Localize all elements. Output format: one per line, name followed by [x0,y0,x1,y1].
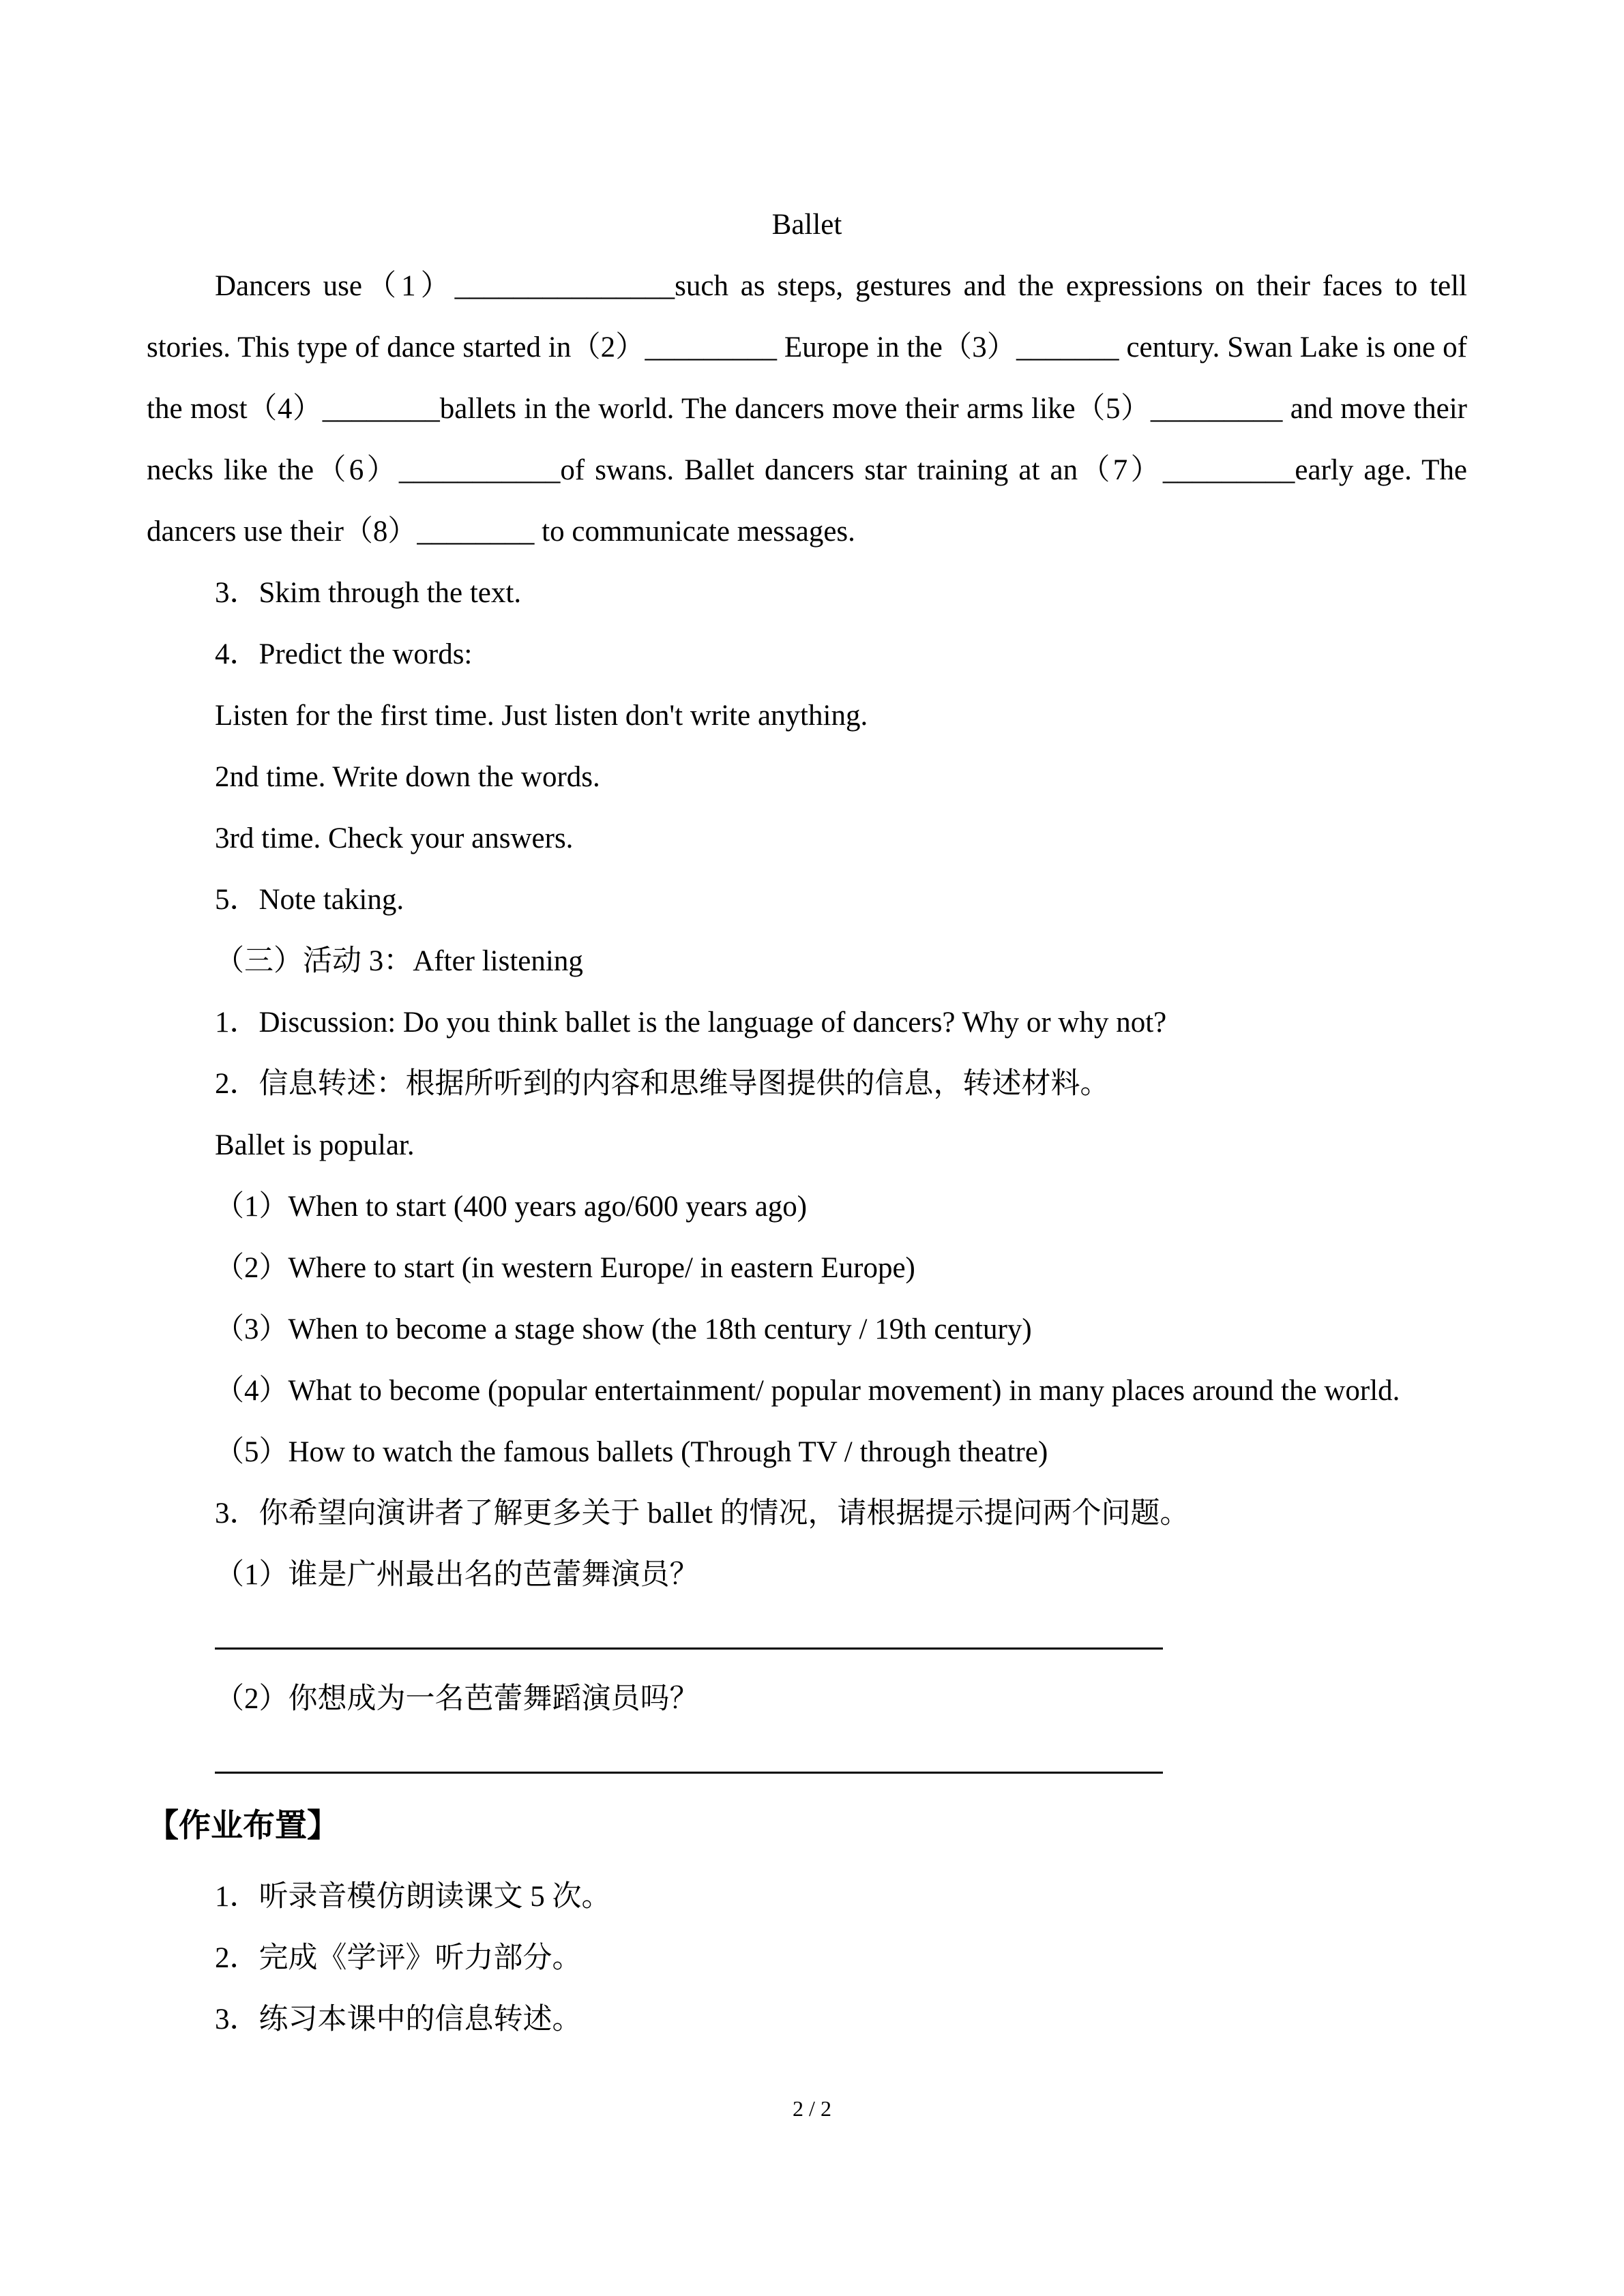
page-number: 2 / 2 [793,2096,831,2121]
list-line-retell: 2．信息转述：根据所听到的内容和思维导图提供的信息，转述材料。 [215,1068,1110,1100]
list-line-stage-show: （3）When to become a stage show (the 18th century / 19th century) [215,1313,1032,1345]
fill-in-paragraph: Dancers use（1）_______________such as steps, gestures and the expressions on their faces to tell stories. This type of dance started in（2）_________ Europe in the（3）_______ century. Swan Lake is one of the most（4）________ballets in the world. The dancers move their arms like（5）_________ and move their necks like the（6）___________of swans. Ballet dancers star training at an（7）_________early age. The dancers use their（8）________ to communicate messages. [147,270,1467,548]
list-line-ask-questions: 3．你希望向演讲者了解更多关于 ballet 的情况，请根据提示提问两个问题。 [215,1497,1190,1530]
answer-blank-line-2 [215,1730,1163,1774]
list-line-what-to-become: （4）What to become (popular entertainment/ popular movement) in many places around the world. [215,1375,1400,1407]
list-line-skim: 3．Skim through the text. [215,577,522,609]
list-line-ballet-popular: Ballet is popular. [215,1129,415,1161]
page-title: Ballet [771,209,842,241]
homework-item-3: 3．练习本课中的信息转述。 [215,2003,582,2036]
list-line-where-to-start: （2）Where to start (in western Europe/ in eastern Europe) [215,1252,915,1284]
list-line-discussion: 1．Discussion: Do you think ballet is the language of dancers? Why or why not? [215,1007,1167,1039]
answer-blank-line-1 [215,1606,1163,1650]
homework-heading: 【作业布置】 [147,1807,339,1843]
list-line-listen-first: Listen for the first time. Just listen don't write anything. [215,700,868,732]
homework-item-1: 1．听录音模仿朗读课文 5 次。 [215,1881,611,1913]
list-line-third-time: 3rd time. Check your answers. [215,822,574,854]
list-line-how-to-watch: （5）How to watch the famous ballets (Through TV / through theatre) [215,1436,1048,1468]
section-activity-3: （三）活动 3：After listening [215,945,583,977]
list-line-predict: 4．Predict the words: [215,638,473,670]
list-line-note-taking: 5．Note taking. [215,884,404,916]
list-line-when-to-start: （1）When to start (400 years ago/600 years ago) [215,1191,808,1223]
homework-item-2: 2．完成《学评》听力部分。 [215,1942,582,1974]
list-line-second-time: 2nd time. Write down the words. [215,761,600,793]
question-1: （1）谁是广州最出名的芭蕾舞演员？ [215,1559,699,1591]
question-2: （2）你想成为一名芭蕾舞蹈演员吗？ [215,1683,699,1715]
